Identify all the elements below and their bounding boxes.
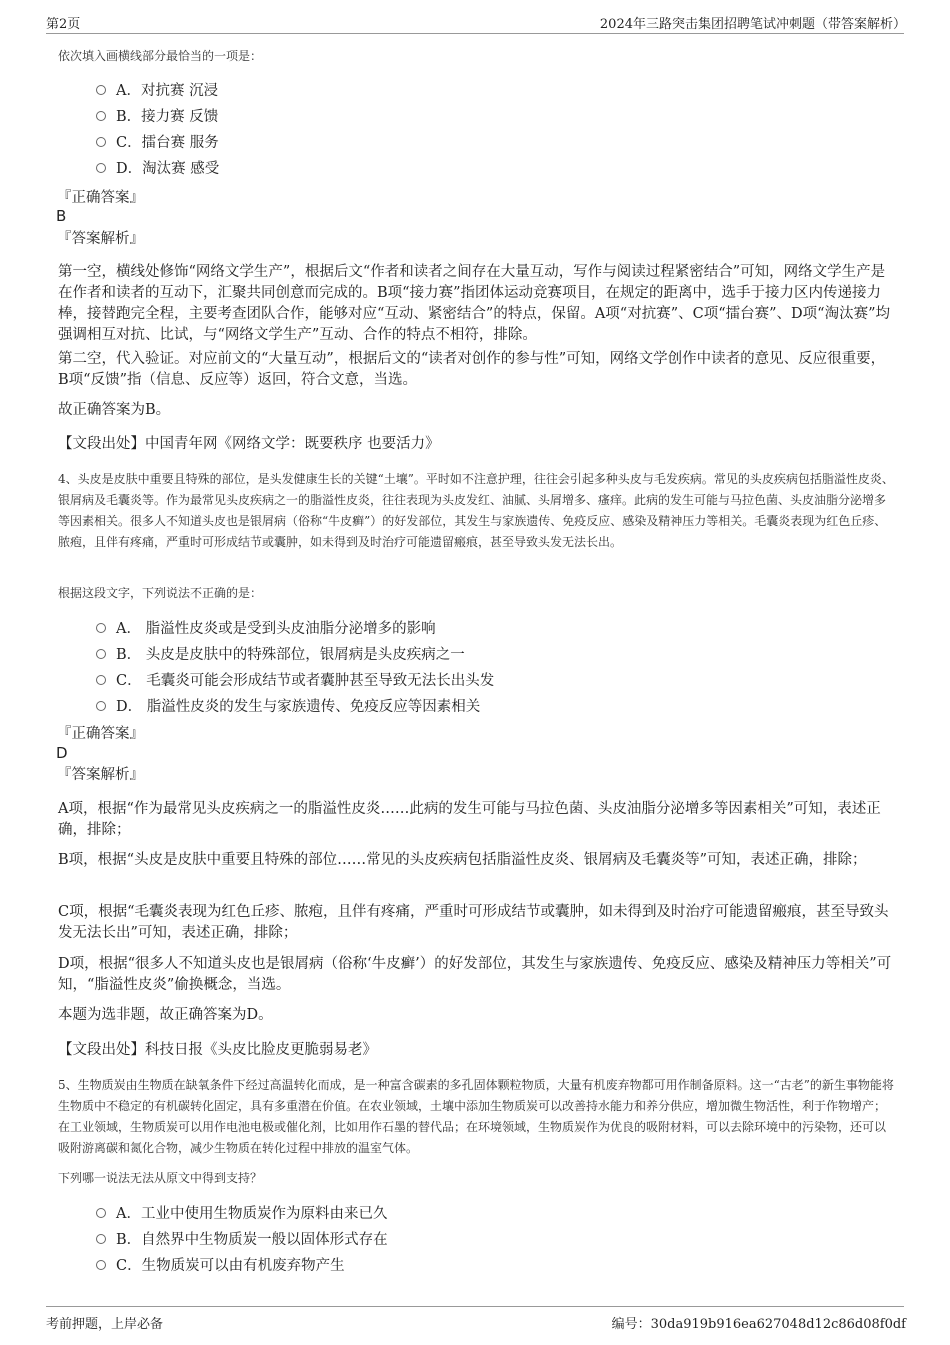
q3-option-c[interactable]: C．擂台赛 服务: [96, 132, 219, 154]
q3-answer-label: 『正确答案』: [57, 190, 144, 206]
q3-option-b[interactable]: B．接力赛 反馈: [96, 106, 218, 128]
footer-divider: [46, 1306, 904, 1307]
q3-prompt: 依次填入画横线部分最恰当的一项是：: [58, 49, 263, 63]
q4-option-a[interactable]: A． 脂溢性皮炎或是受到头皮油脂分泌增多的影响: [96, 618, 436, 640]
q4-passage: 4、头皮是皮肤中重要且特殊的部位，是头发健康生长的关键“土壤”。平时如不注意护理，往往会引起多种头皮与毛发疾病。常见的头皮疾病包括脂溢性皮炎、银屑病及毛囊炎等。作为最常见头皮疾病之一的脂溢性皮炎，往往表现为头皮发红、油腻、头屑增多、瘙痒。此病的发生可能与马拉色菌、头皮油脂分泌增多等因素相关。很多人不知道头皮也是银屑病（俗称“牛皮癣”）的好发部位，其发生与家族遗传、免疫反应、感染及精神压力等相关。毛囊炎表现为红色丘疹、脓疱，且伴有疼痛，严重时可形成结节或囊肿，如未得到及时治疗可能遗留瘢痕，甚至导致头发无法长出。: [58, 472, 894, 549]
q3-option-d[interactable]: D．淘汰赛 感受: [96, 158, 219, 180]
q4-analysis-conclusion: 本题为选非题，故正确答案为D。: [58, 1007, 273, 1023]
radio-icon[interactable]: [96, 623, 106, 633]
q4-analysis-c: C项，根据“毛囊炎表现为红色丘疹、脓疱，且伴有疼痛，严重时可形成结节或囊肿，如未得到及时治疗可能遗留瘢痕，甚至导致头发无法长出”可知，表述正确，排除；: [58, 904, 889, 941]
radio-icon[interactable]: [96, 163, 106, 173]
q4-prompt: 根据这段文字，下列说法不正确的是：: [58, 586, 263, 600]
q4-analysis-label: 『答案解析』: [57, 767, 144, 783]
q4-analysis-b: B项，根据“头皮是皮肤中重要且特殊的部位……常见的头皮疾病包括脂溢性皮炎、银屑病及毛囊炎等”可知，表述正确，排除；: [58, 852, 867, 868]
q3-analysis-p1: 第一空，横线处修饰“网络文学生产”，根据后文“作者和读者之间存在大量互动，写作与阅读过程紧密结合”可知，网络文学生产是在作者和读者的互动下，汇聚共同创意而完成的。B项“接力赛”指团体运动竞赛项目，在规定的距离中，选手于接力区内传递接力棒，接替跑完全程，主要考查团队合作，能够对应“互动、紧密结合”的特点，保留。A项“对抗赛”、C项“擂台赛”、D项“淘汰赛”均强调相互对抗、比试，与“网络文学生产”互动、合作的特点不相符，排除。: [58, 264, 890, 343]
radio-icon[interactable]: [96, 1260, 106, 1270]
q3-analysis-p2: 第二空，代入验证。对应前文的“大量互动”，根据后文的“读者对创作的参与性”可知，网络文学创作中读者的意见、反应很重要，B项“反馈”指（信息、反应等）返回，符合文意，当选。: [58, 351, 886, 388]
document-title: 2024年三路突击集团招聘笔试冲刺题（带答案解析）: [599, 17, 906, 32]
q5-prompt: 下列哪一说法无法从原文中得到支持？: [58, 1171, 263, 1185]
q3-option-a[interactable]: A．对抗赛 沉浸: [96, 80, 218, 102]
q4-answer: D: [56, 744, 68, 762]
radio-icon[interactable]: [96, 649, 106, 659]
q5-option-c[interactable]: C．生物质炭可以由有机废弃物产生: [96, 1255, 345, 1277]
radio-icon[interactable]: [96, 85, 106, 95]
q4-analysis-a: A项，根据“作为最常见头皮疾病之一的脂溢性皮炎……此病的发生可能与马拉色菌、头皮油脂分泌增多等因素相关”可知，表述正确，排除；: [58, 801, 881, 838]
header-divider: [46, 33, 904, 34]
q3-source: 【文段出处】中国青年网《网络文学：既要秩序 也要活力》: [58, 436, 440, 452]
radio-icon[interactable]: [96, 675, 106, 685]
q4-answer-label: 『正确答案』: [57, 726, 144, 742]
q3-analysis-label: 『答案解析』: [57, 231, 144, 247]
footer-slogan: 考前押题，上岸必备: [46, 1317, 164, 1332]
q4-option-c[interactable]: C． 毛囊炎可能会形成结节或者囊肿甚至导致无法长出头发: [96, 670, 494, 692]
q4-source: 【文段出处】科技日报《头皮比脸皮更脆弱易老》: [58, 1042, 377, 1058]
q3-analysis-p3: 故正确答案为B。: [58, 402, 171, 418]
radio-icon[interactable]: [96, 137, 106, 147]
page-number: 第2页: [46, 17, 81, 32]
q5-option-b[interactable]: B．自然界中生物质炭一般以固体形式存在: [96, 1229, 388, 1251]
radio-icon[interactable]: [96, 111, 106, 121]
q3-answer: B: [56, 207, 67, 225]
radio-icon[interactable]: [96, 701, 106, 711]
q5-passage: 5、生物质炭由生物质在缺氧条件下经过高温转化而成，是一种富含碳素的多孔固体颗粒物质，大量有机废弃物都可用作制备原料。这一“古老”的新生事物能将生物质中不稳定的有机碳转化固定，具有多重潜在价值。在农业领域，土壤中添加生物质炭可以改善持水能力和养分供应，增加微生物活性，利于作物增产；在工业领域，生物质炭可以用作电池电极或催化剂，比如用作石墨的替代品；在环境领域，生物质炭作为优良的吸附材料，可以去除环境中的污染物，还可以吸附游离碳和氮化合物，减少生物质在转化过程中排放的温室气体。: [58, 1078, 894, 1155]
q4-option-b[interactable]: B． 头皮是皮肤中的特殊部位，银屑病是头皮疾病之一: [96, 644, 465, 666]
q4-analysis-d: D项，根据“很多人不知道头皮也是银屑病（俗称‘牛皮癣’）的好发部位，其发生与家族遗传、免疫反应、感染及精神压力等相关”可知，“脂溢性皮炎”偷换概念，当选。: [58, 956, 892, 993]
radio-icon[interactable]: [96, 1208, 106, 1218]
q4-option-d[interactable]: D． 脂溢性皮炎的发生与家族遗传、免疫反应等因素相关: [96, 696, 480, 718]
q5-option-a[interactable]: A．工业中使用生物质炭作为原料由来已久: [96, 1203, 387, 1225]
radio-icon[interactable]: [96, 1234, 106, 1244]
document-id: 编号：30da919b916ea627048d12c86d08f0df: [611, 1317, 906, 1332]
